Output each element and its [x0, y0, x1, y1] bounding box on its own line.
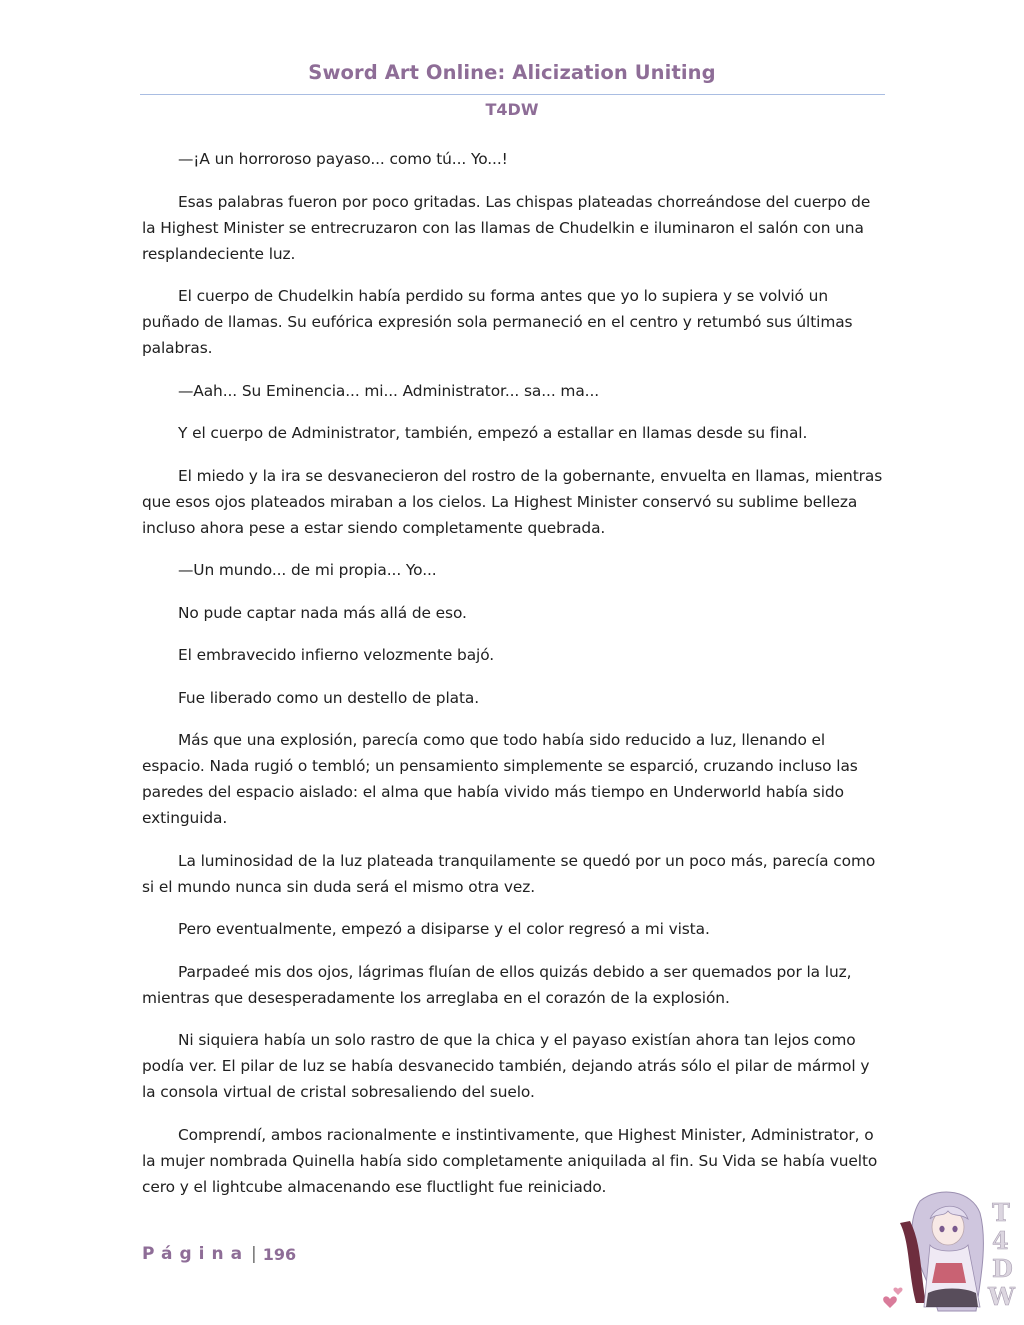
- paragraph: Esas palabras fueron por poco gritadas. Las chispas plateadas chorreándose del cuerpo de la Highest Minister se entrecruzaron con las llamas de Chudelkin e iluminaron el salón con una resplandeciente luz.: [142, 192, 871, 263]
- paragraph: No pude captar nada más allá de eso.: [178, 603, 467, 622]
- page-number: 196: [262, 1244, 297, 1264]
- heart-icon: [883, 1296, 897, 1308]
- paragraph: —Aah... Su Eminencia... mi... Administrator... sa... ma...: [178, 381, 600, 400]
- paragraph: El cuerpo de Chudelkin había perdido su forma antes que yo lo supiera y se volvió un puñado de llamas. Su eufórica expresión sola permaneció en el centro y retumbó sus últimas palabras.: [142, 287, 853, 357]
- heart-icon: [893, 1288, 902, 1295]
- book-title: Sword Art Online: Alicization Uniting: [308, 61, 716, 84]
- page-label: Página: [142, 1244, 250, 1264]
- paragraph: El embravecido infierno velozmente bajó.: [178, 646, 495, 664]
- paragraph: La luminosidad de la luz plateada tranquilamente se quedó por un poco más, parecía como si el mundo nunca sin duda será el mismo otra vez.: [142, 851, 876, 896]
- watermark-letter: 4: [992, 1226, 1009, 1255]
- watermark-letter: T: [992, 1198, 1010, 1227]
- paragraph: —¡A un horroroso payaso... como tú... Yo...!: [178, 150, 508, 168]
- footer-separator: |: [251, 1244, 257, 1264]
- page-footer: [142, 1241, 296, 1267]
- paragraph: Ni siquiera había un solo rastro de que la chica y el payaso existían ahora tan lejos como podía ver. El pilar de luz se había desvanecido también, dejando atrás sólo el pilar de mármol y la consola virtual de cristal sobresaliendo del suelo.: [142, 1031, 870, 1101]
- paragraph: Fue liberado como un destello de plata.: [178, 688, 480, 707]
- paragraph: Más que una explosión, parecía como que todo había sido reducido a luz, llenando el espacio. Nada rugió o tembló; un pensamiento simplemente se esparció, cruzando incluso las paredes del espacio aislado: el alma que había vivido más tiempo en Underworld había sido extinguida.: [142, 731, 858, 827]
- paragraph: Pero eventualmente, empezó a disiparse y el color regresó a mi vista.: [178, 920, 710, 938]
- watermark-letter: D: [992, 1254, 1013, 1283]
- paragraph: Comprendí, ambos racionalmente e instintivamente, que Highest Minister, Administrator, o la mujer nombrada Quinella había sido completamente aniquilada al fin. Su Vida se había vuelto cero y el lightcube almacenando ese fluctlight fue reiniciado.: [142, 1125, 878, 1196]
- paragraph: —Un mundo... de mi propia... Yo...: [178, 561, 437, 579]
- translator-tag: T4DW: [485, 100, 539, 119]
- header-divider: [140, 94, 885, 95]
- mascot-watermark: [880, 1183, 1020, 1323]
- paragraph: Y el cuerpo de Administrator, también, empezó a estallar en llamas desde su final.: [178, 424, 808, 442]
- watermark-letter: W: [988, 1282, 1015, 1311]
- chapter-body: [142, 146, 887, 1216]
- paragraph: El miedo y la ira se desvanecieron del rostro de la gobernante, envuelta en llamas, mientras que esos ojos plateados miraban a los cielos. La Highest Minister conservó su sublime belleza incluso ahora pese a estar siendo completamente quebrada.: [142, 466, 883, 537]
- paragraph: Parpadeé mis dos ojos, lágrimas fluían de ellos quizás debido a ser quemados por la luz, mientras que desesperadamente los arreglaba en el corazón de la explosión.: [142, 962, 852, 1007]
